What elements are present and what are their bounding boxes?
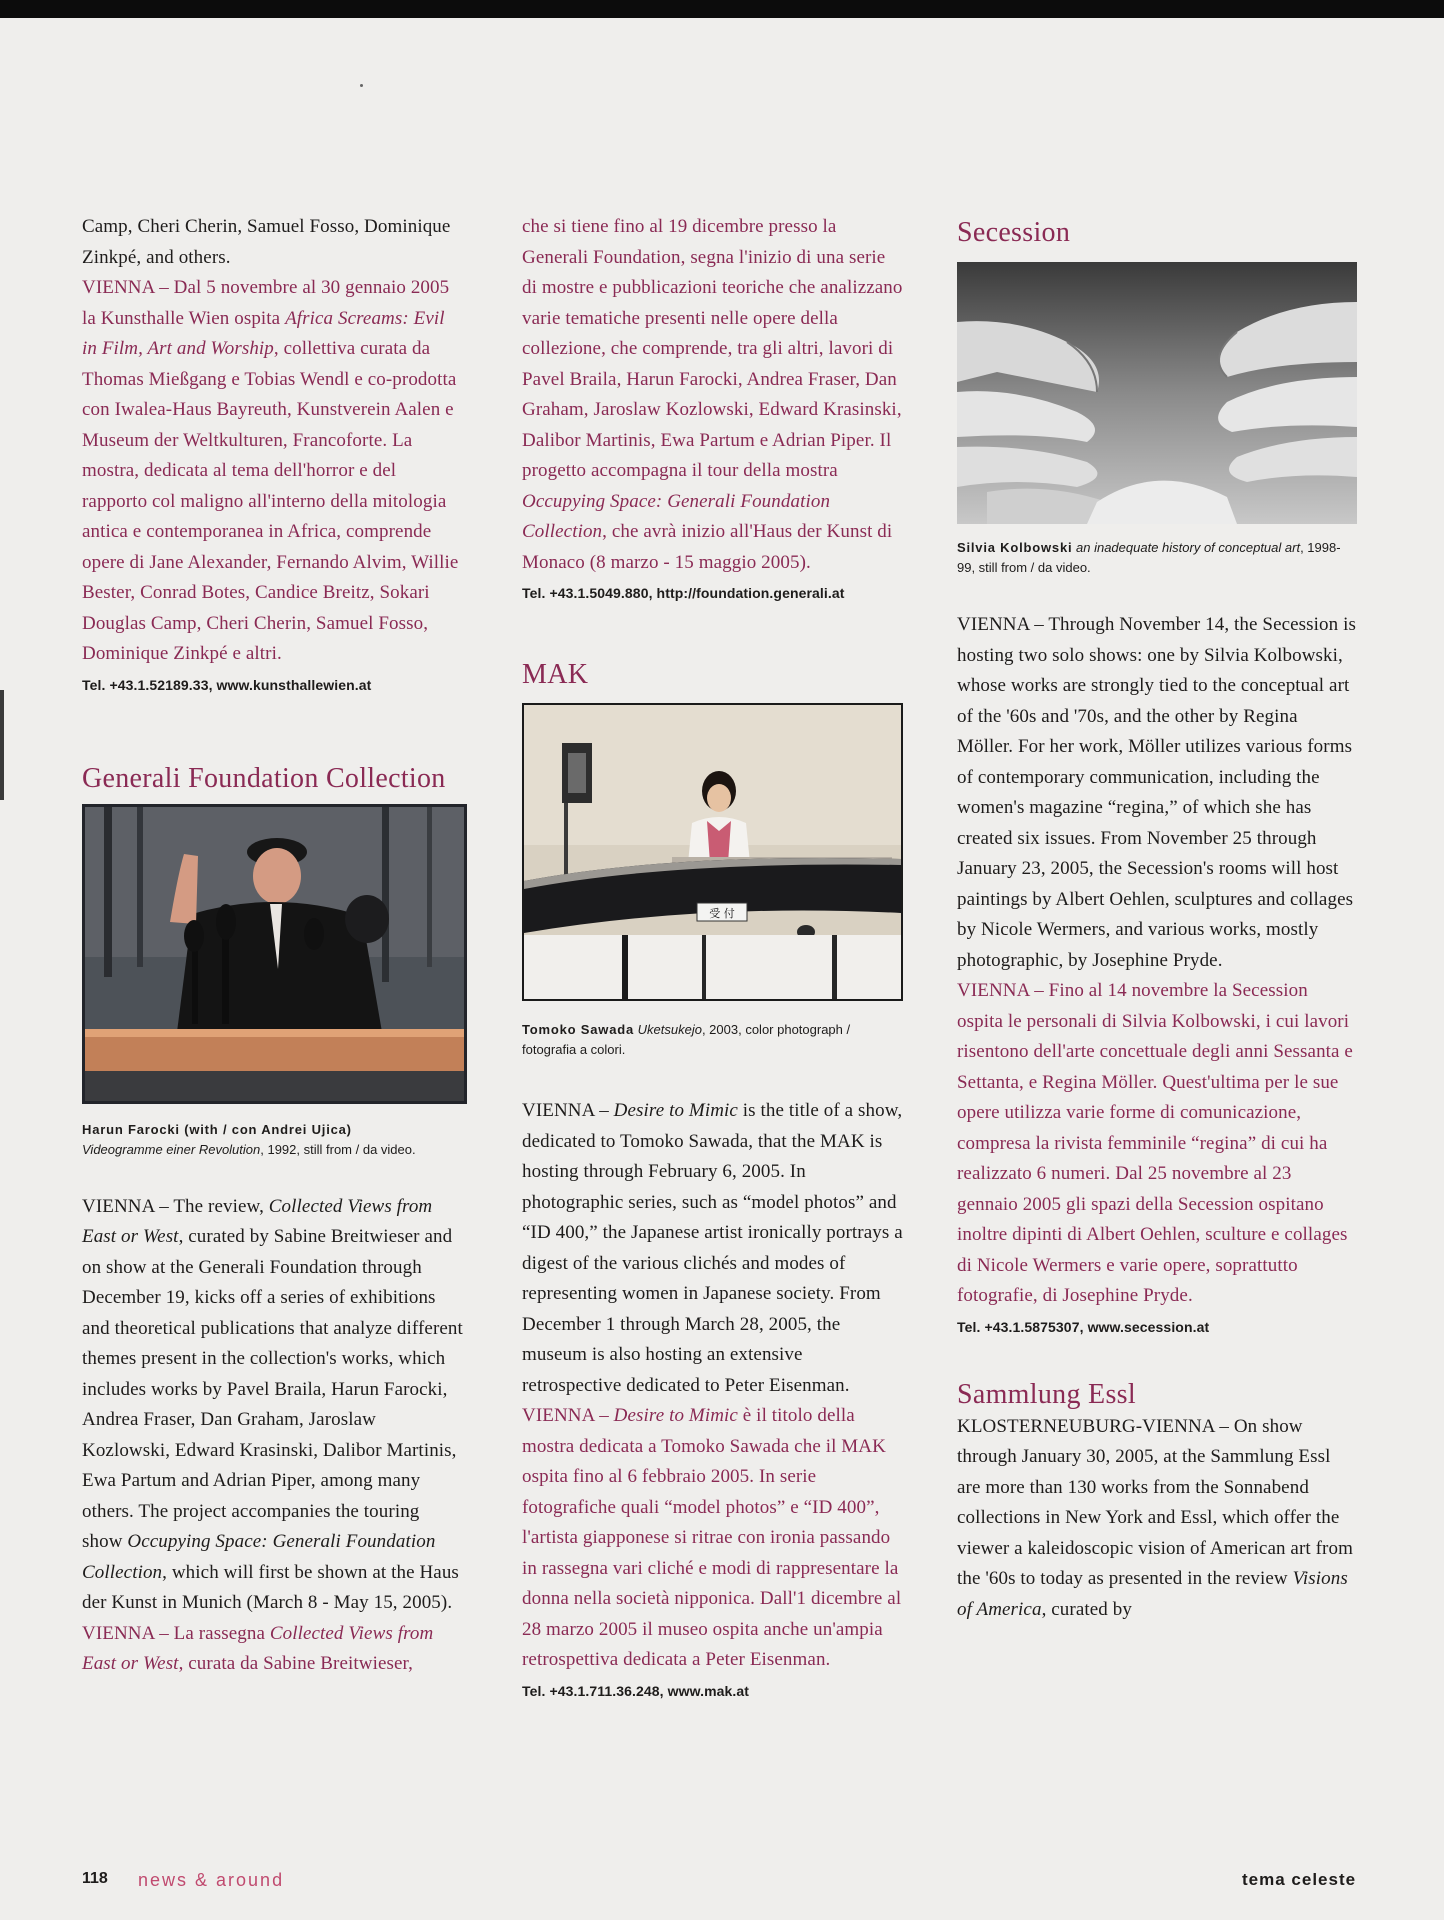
contact-line: Tel. +43.1.52189.33, www.kunsthallewien.at — [82, 676, 372, 693]
color-photograph-image — [522, 703, 903, 1001]
text-run: è il titolo della mostra dedicata a Tomoko Sawada che il MAK ospita fino al 6 febbraio 2005. In serie fotografiche quali “model photos” e “ID 400”, l'artista giapponese si ritrae con ironia passando in rassegna vari cliché e modi di rappresentare la donna nella società nipponica. Dall'1 dicembre al 28 marzo 2005 il museo ospita anche un'ampia retrospettiva dedicata a Peter Eisenman. — [522, 1405, 902, 1670]
paragraph-english-essl — [957, 1412, 1357, 1626]
print-speck — [360, 84, 363, 87]
paragraph-italian-generali — [82, 1619, 464, 1680]
text-run: , which will first be shown at the Haus der Kunst in Munich (March 8 - May 15, 2005). — [82, 1561, 459, 1613]
section-name: news & around — [138, 1870, 285, 1890]
paragraph-italian-mak — [522, 1401, 904, 1676]
work-title: an inadequate history of conceptual art — [1076, 540, 1301, 555]
photo-farocki — [82, 804, 467, 1104]
magazine-name: tema celeste — [1242, 1870, 1357, 1889]
text-run: KLOSTERNEUBURG-VIENNA – On show through January 30, 2005, at the Sammlung Essl are more than 130 works from the Sonnabend collections in New York and Essl, which offer the viewer a kaleidoscopic vision of American art from the '60s to today as presented in the review — [957, 1415, 1353, 1589]
contact-line: Tel. +43.1.711.36.248, www.mak.at — [522, 1682, 750, 1699]
photo-caption-kolbowski — [957, 538, 1357, 578]
exhibition-title: Visions of America — [957, 1568, 1348, 1620]
exhibition-title: Desire to Mimic — [613, 1405, 738, 1426]
text-run: che si tiene fino al 19 dicembre presso la Generali Foundation, segna l'inizio di una serie di mostre e pubblicazioni teoriche che analizzano varie tematiche presenti nelle opere della collezione, che comprende, tra gli altri, lavori di Pavel Braila, Harun Farocki, Andrea Fraser, Dan Graham, Jaroslaw Kozlowski, Edward Krasinski, Dalibor Martinis, Ewa Partum e Adrian Piper. Il progetto accompagna il tour della mostra — [522, 216, 903, 481]
artist-name: Harun Farocki (with / con Andrei Ujica) — [82, 1121, 352, 1137]
text-run: , collettiva curata da Thomas Mießgang e Tobias Wendl e co-prodotta con Iwalea-Haus Bayreuth, Kunstverein Aalen e Museum der Weltkulturen, Francoforte. La mostra, dedicata al tema dell'horror e del rapporto col maligno all'interno della mitologia antica e contemporanea in Africa, comprende opere di Jane Alexander, Fernando Alvim, Willie Bester, Conrad Botes, Candice Breitz, Sokari Douglas Camp, Cheri Cherin, Samuel Fosso, Dominique Zinkpé e altri. — [82, 338, 459, 664]
video-still-hands-image — [957, 262, 1357, 524]
contact-line: Tel. +43.1.5875307, www.secession.at — [957, 1318, 1210, 1335]
photo-kolbowski — [957, 262, 1357, 524]
text-run: is the title of a show, dedicated to Tomoko Sawada, that the MAK is hosting through February 6, 2005. In photographic series, such as “model photos” and “ID 400,” the Japanese artist ironically portrays a digest of the various clichés and modes of representing women in Japanese society. From December 1 through March 28, 2005, the museum is also hosting an extensive retrospective dedicated to Peter Eisenman. — [522, 1100, 903, 1396]
exhibition-title: Desire to Mimic — [613, 1100, 738, 1121]
section-heading-essl: Sammlung Essl — [957, 1378, 1136, 1410]
paragraph-english-secession: VIENNA – Through November 14, the Secession is hosting two solo shows: one by Silvia Kolbowski, whose works are strongly tied to the conceptual art of the '60s and '70s, and the other by Regina Möller. For her work, Möller utilizes various forms of contemporary communication, including the women's magazine “regina,” of which she has created six issues. From November 25 through January 23, 2005, the Secession's rooms will host paintings by Albert Oehlen, sculptures and collages by Nicole Wermers, and various works, mostly photographic, by Josephine Pryde. — [957, 614, 1356, 971]
exhibition-title: Collected Views from East or West — [82, 1195, 433, 1247]
photo-caption-sawada — [522, 1020, 904, 1060]
work-title: Videogramme einer Revolution — [82, 1141, 261, 1157]
top-border — [0, 0, 1444, 18]
column-1 — [82, 212, 464, 1680]
desk-sign-text: 受 付 — [709, 907, 735, 920]
paragraph-italian-kunsthalle — [82, 273, 464, 670]
section-heading-mak: MAK — [522, 659, 589, 690]
artist-name: Tomoko Sawada — [522, 1022, 635, 1037]
text-run: , che avrà inizio all'Haus der Kunst di Monaco (8 marzo - 15 maggio 2005). — [522, 521, 893, 573]
text-run: VIENNA – La rassegna — [82, 1622, 270, 1644]
text-run: VIENNA – The review, — [82, 1195, 269, 1217]
text-run: VIENNA – — [522, 1100, 614, 1121]
exhibition-title: Collected Views from East or West — [82, 1622, 434, 1674]
video-still-image — [82, 804, 467, 1104]
work-title: Uketsukejo — [637, 1022, 702, 1037]
paragraph-english-continued: Camp, Cheri Cherin, Samuel Fosso, Dominique Zinkpé, and others. — [82, 216, 451, 268]
column-2 — [522, 212, 904, 1702]
contact-line: Tel. +43.1.5049.880, http://foundation.generali.at — [522, 585, 845, 601]
section-heading-generali: Generali Foundation Collection — [82, 762, 446, 794]
exhibition-title: Occupying Space: Generali Foundation Collection — [82, 1531, 436, 1583]
text-run: , curated by Sabine Breitwieser and on show at the Generali Foundation through December 19, kicks off a series of exhibitions and theoretical publications that analyze different themes present in the collection's works, which includes works by Pavel Braila, Harun Farocki, Andrea Fraser, Dan Graham, Jaroslaw Kozlowski, Edward Krasinski, Dalibor Martinis, Ewa Partum and Adrian Piper, among many others. The project accompanies the touring show — [82, 1226, 463, 1552]
text-run: VIENNA – Dal 5 novembre al 30 gennaio 2005 la Kunsthalle Wien ospita — [82, 277, 450, 329]
caption-details: , 1992, still from / da video. — [260, 1141, 416, 1157]
photo-sawada — [522, 703, 903, 1001]
photo-caption-farocki — [82, 1120, 464, 1160]
paragraph-italian-secession: VIENNA – Fino al 14 novembre la Secession ospita le personali di Silvia Kolbowski, i cui lavori risentono dell'arte concettuale degli anni Sessanta e Settanta, e Regina Möller. Quest'ultima per le sue opere utilizza varie forme di comunicazione, compresa la rivista femminile “regina” di cui ha realizzato 6 numeri. Dal 25 novembre al 23 gennaio 2005 gli spazi della Secession ospitano inoltre dipinti di Albert Oehlen, sculture e collages di Nicole Wermers e varie opere, soprattutto fotografie, di Josephine Pryde. — [957, 980, 1353, 1306]
page-number: 118 — [82, 1870, 108, 1887]
paragraph-english-generali — [82, 1192, 464, 1619]
page-edge-shadow — [0, 690, 4, 800]
section-heading-secession: Secession — [957, 217, 1071, 248]
column-3 — [957, 216, 1357, 1625]
caption-details: , 2003, color photograph / fotografia a colori. — [522, 1022, 851, 1057]
exhibition-title: Africa Screams: Evil in Film, Art and Worship — [82, 307, 445, 359]
paragraph-english-mak — [522, 1096, 904, 1401]
text-run: VIENNA – — [522, 1405, 614, 1426]
text-run: , curated by — [1041, 1598, 1132, 1620]
artist-name: Silvia Kolbowski — [957, 540, 1073, 555]
text-run: , curata da Sabine Breitwieser, — [178, 1653, 414, 1674]
caption-details: , 1998-99, still from / da video. — [957, 540, 1341, 575]
paragraph-italian-generali-continued — [522, 212, 904, 578]
exhibition-title: Occupying Space: Generali Foundation Collection — [522, 490, 831, 542]
